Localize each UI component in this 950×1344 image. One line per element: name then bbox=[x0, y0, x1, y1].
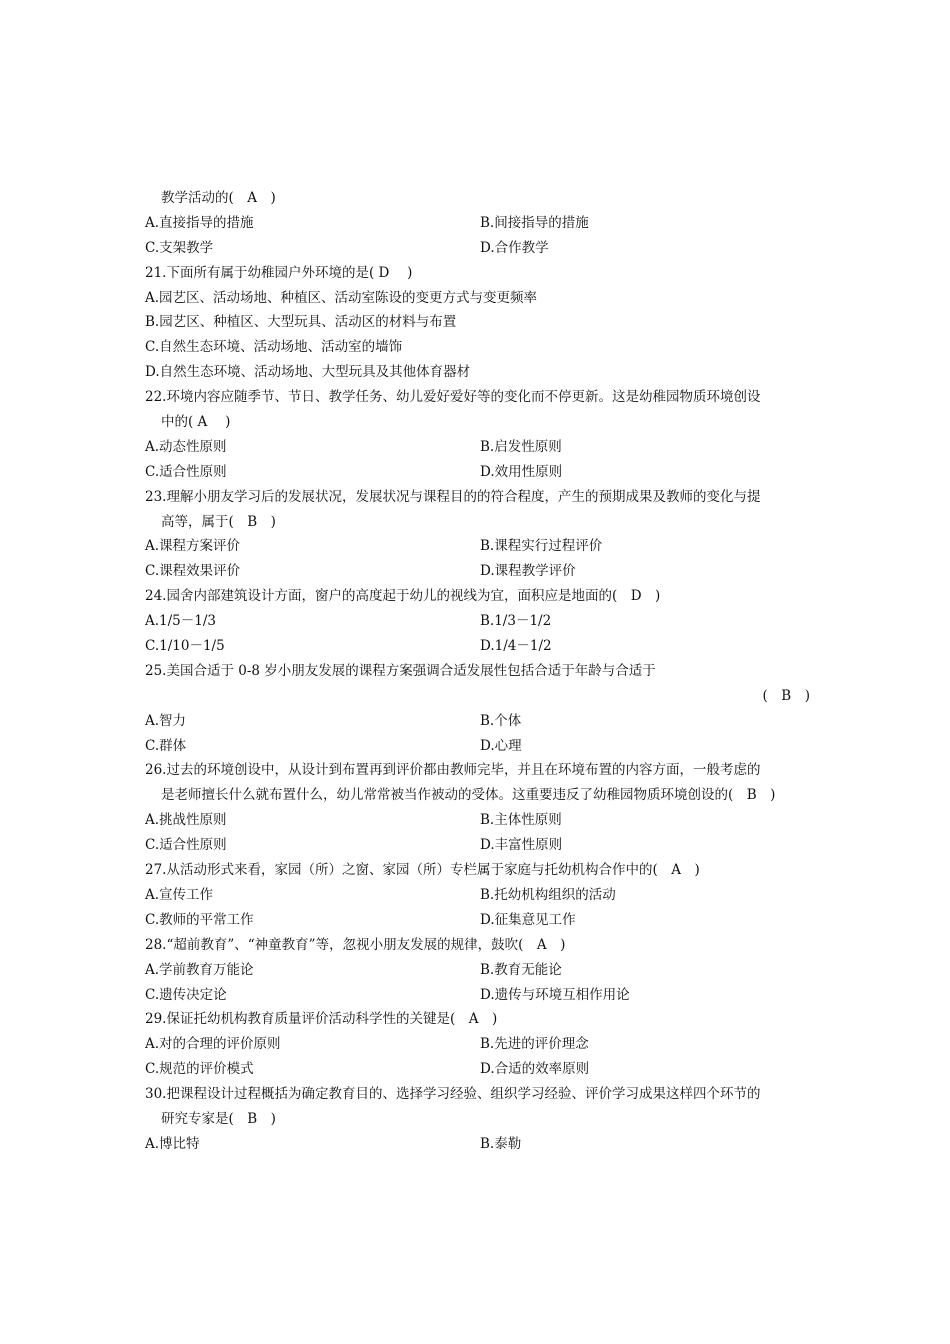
option-left: A.1/5－1/3 bbox=[145, 613, 216, 630]
option-left: A.直接指导的措施 bbox=[145, 214, 254, 231]
option-row bbox=[145, 983, 810, 1008]
text-line: 是老师擅长什么就布置什么，幼儿常常被当作被动的受体。这重要违反了幼稚园物质环境创设的( B ) bbox=[161, 787, 776, 804]
option-right: B.课程实行过程评价 bbox=[480, 538, 603, 555]
option-right: D.征集意见工作 bbox=[480, 911, 576, 928]
answer-line: ( B ) bbox=[762, 687, 810, 704]
option-left: A.宣传工作 bbox=[145, 886, 214, 903]
option-row bbox=[145, 833, 810, 858]
option-row bbox=[145, 1132, 810, 1157]
option-right: D.遗传与环境互相作用论 bbox=[480, 986, 630, 1003]
text-line: 高等，属于( B ) bbox=[161, 513, 276, 530]
text-line: 30.把课程设计过程概括为确定教育目的、选择学习经验、组织学习经验、评价学习成果这样四个环节的 bbox=[145, 1086, 761, 1103]
option-row bbox=[145, 958, 810, 983]
text-line: 26.过去的环境创设中，从设计到布置再到评价都由教师完毕，并且在环境布置的内容方面，一般考虑的 bbox=[145, 762, 761, 779]
option-row bbox=[145, 460, 810, 485]
option-right: B.主体性原则 bbox=[480, 812, 562, 829]
option-left: A.学前教育万能论 bbox=[145, 961, 254, 978]
option-right: D.心理 bbox=[480, 737, 522, 754]
option-left: C.支架教学 bbox=[145, 239, 214, 256]
text-line: 25.美国合适于 0-8 岁小朋友发展的课程方案强调合适发展性包括合适于年龄与合适于 bbox=[145, 662, 656, 679]
text-line: 21.下面所有属于幼稚园户外环境的是( D ) bbox=[145, 264, 413, 281]
option-right: B.1/3－1/2 bbox=[480, 613, 552, 630]
option-row bbox=[145, 908, 810, 933]
option-left: C.教师的平常工作 bbox=[145, 911, 254, 928]
text-line: 28.“超前教育”、“神童教育”等，忽视小朋友发展的规律，鼓吹( A ) bbox=[145, 936, 566, 953]
text-line: 中的( A ) bbox=[161, 414, 231, 431]
option-left: C.遗传决定论 bbox=[145, 986, 227, 1003]
option-row bbox=[145, 236, 810, 261]
option-row bbox=[145, 435, 810, 460]
text-line: B.园艺区、种植区、大型玩具、活动区的材料与布置 bbox=[145, 314, 457, 331]
option-right: D.效用性原则 bbox=[480, 463, 563, 480]
text-line: 22.环境内容应随季节、节日、教学任务、幼儿爱好爱好等的变化而不停更新。这是幼稚园物质环境创设 bbox=[145, 389, 761, 406]
option-row bbox=[145, 634, 810, 659]
option-left: C.适合性原则 bbox=[145, 463, 227, 480]
option-right: B.间接指导的措施 bbox=[480, 214, 589, 231]
option-right: D.合作教学 bbox=[480, 239, 549, 256]
option-left: A.对的合理的评价原则 bbox=[145, 1036, 281, 1053]
option-right: B.启发性原则 bbox=[480, 438, 562, 455]
text-line: C.自然生态环境、活动场地、活动室的墙饰 bbox=[145, 339, 403, 356]
option-left: C.1/10－1/5 bbox=[145, 638, 225, 655]
option-right: D.1/4－1/2 bbox=[480, 638, 552, 655]
option-right: B.个体 bbox=[480, 712, 522, 729]
option-left: A.动态性原则 bbox=[145, 438, 227, 455]
option-right: D.合适的效率原则 bbox=[480, 1061, 590, 1078]
option-left: C.课程效果评价 bbox=[145, 563, 241, 580]
option-left: A.智力 bbox=[145, 712, 187, 729]
text-line: 研究专家是( B ) bbox=[161, 1110, 276, 1127]
option-left: C.群体 bbox=[145, 737, 187, 754]
option-right: B.教育无能论 bbox=[480, 961, 562, 978]
text-line: 27.从活动形式来看，家园（所）之窗、家园（所）专栏属于家庭与托幼机构合作中的( A ) bbox=[145, 862, 700, 879]
option-row bbox=[145, 1057, 810, 1082]
option-left: A.挑战性原则 bbox=[145, 812, 227, 829]
text-line: D.自然生态环境、活动场地、大型玩具及其他体育器材 bbox=[145, 364, 471, 381]
option-row bbox=[145, 211, 810, 236]
option-right: D.课程教学评价 bbox=[480, 563, 576, 580]
option-left: A.课程方案评价 bbox=[145, 538, 241, 555]
option-right: B.先进的评价理念 bbox=[480, 1036, 589, 1053]
text-line: 29.保证托幼机构教育质量评价活动科学性的关键是( A ) bbox=[145, 1011, 498, 1028]
option-left: A.博比特 bbox=[145, 1135, 200, 1152]
option-row bbox=[145, 709, 810, 734]
option-row bbox=[145, 534, 810, 559]
option-row bbox=[145, 559, 810, 584]
option-right: B.托幼机构组织的活动 bbox=[480, 886, 616, 903]
option-row bbox=[145, 734, 810, 759]
option-right: B.泰勒 bbox=[480, 1135, 522, 1152]
text-line: 教学活动的( A ) bbox=[161, 190, 276, 206]
option-left: C.适合性原则 bbox=[145, 837, 227, 854]
text-line: 23.理解小朋友学习后的发展状况，发展状况与课程目的的符合程度，产生的预期成果及教师的变化与提 bbox=[145, 488, 761, 505]
document-page bbox=[145, 186, 810, 1157]
option-left: C.规范的评价模式 bbox=[145, 1061, 254, 1078]
text-line: A.园艺区、活动场地、种植区、活动室陈设的变更方式与变更频率 bbox=[145, 289, 538, 306]
option-row bbox=[145, 883, 810, 908]
text-line: 24.园舍内部建筑设计方面，窗户的高度起于幼儿的视线为宜，面积应是地面的( D ) bbox=[145, 588, 661, 605]
option-row bbox=[145, 609, 810, 634]
option-row bbox=[145, 1032, 810, 1057]
option-row bbox=[145, 808, 810, 833]
option-right: D.丰富性原则 bbox=[480, 837, 563, 854]
